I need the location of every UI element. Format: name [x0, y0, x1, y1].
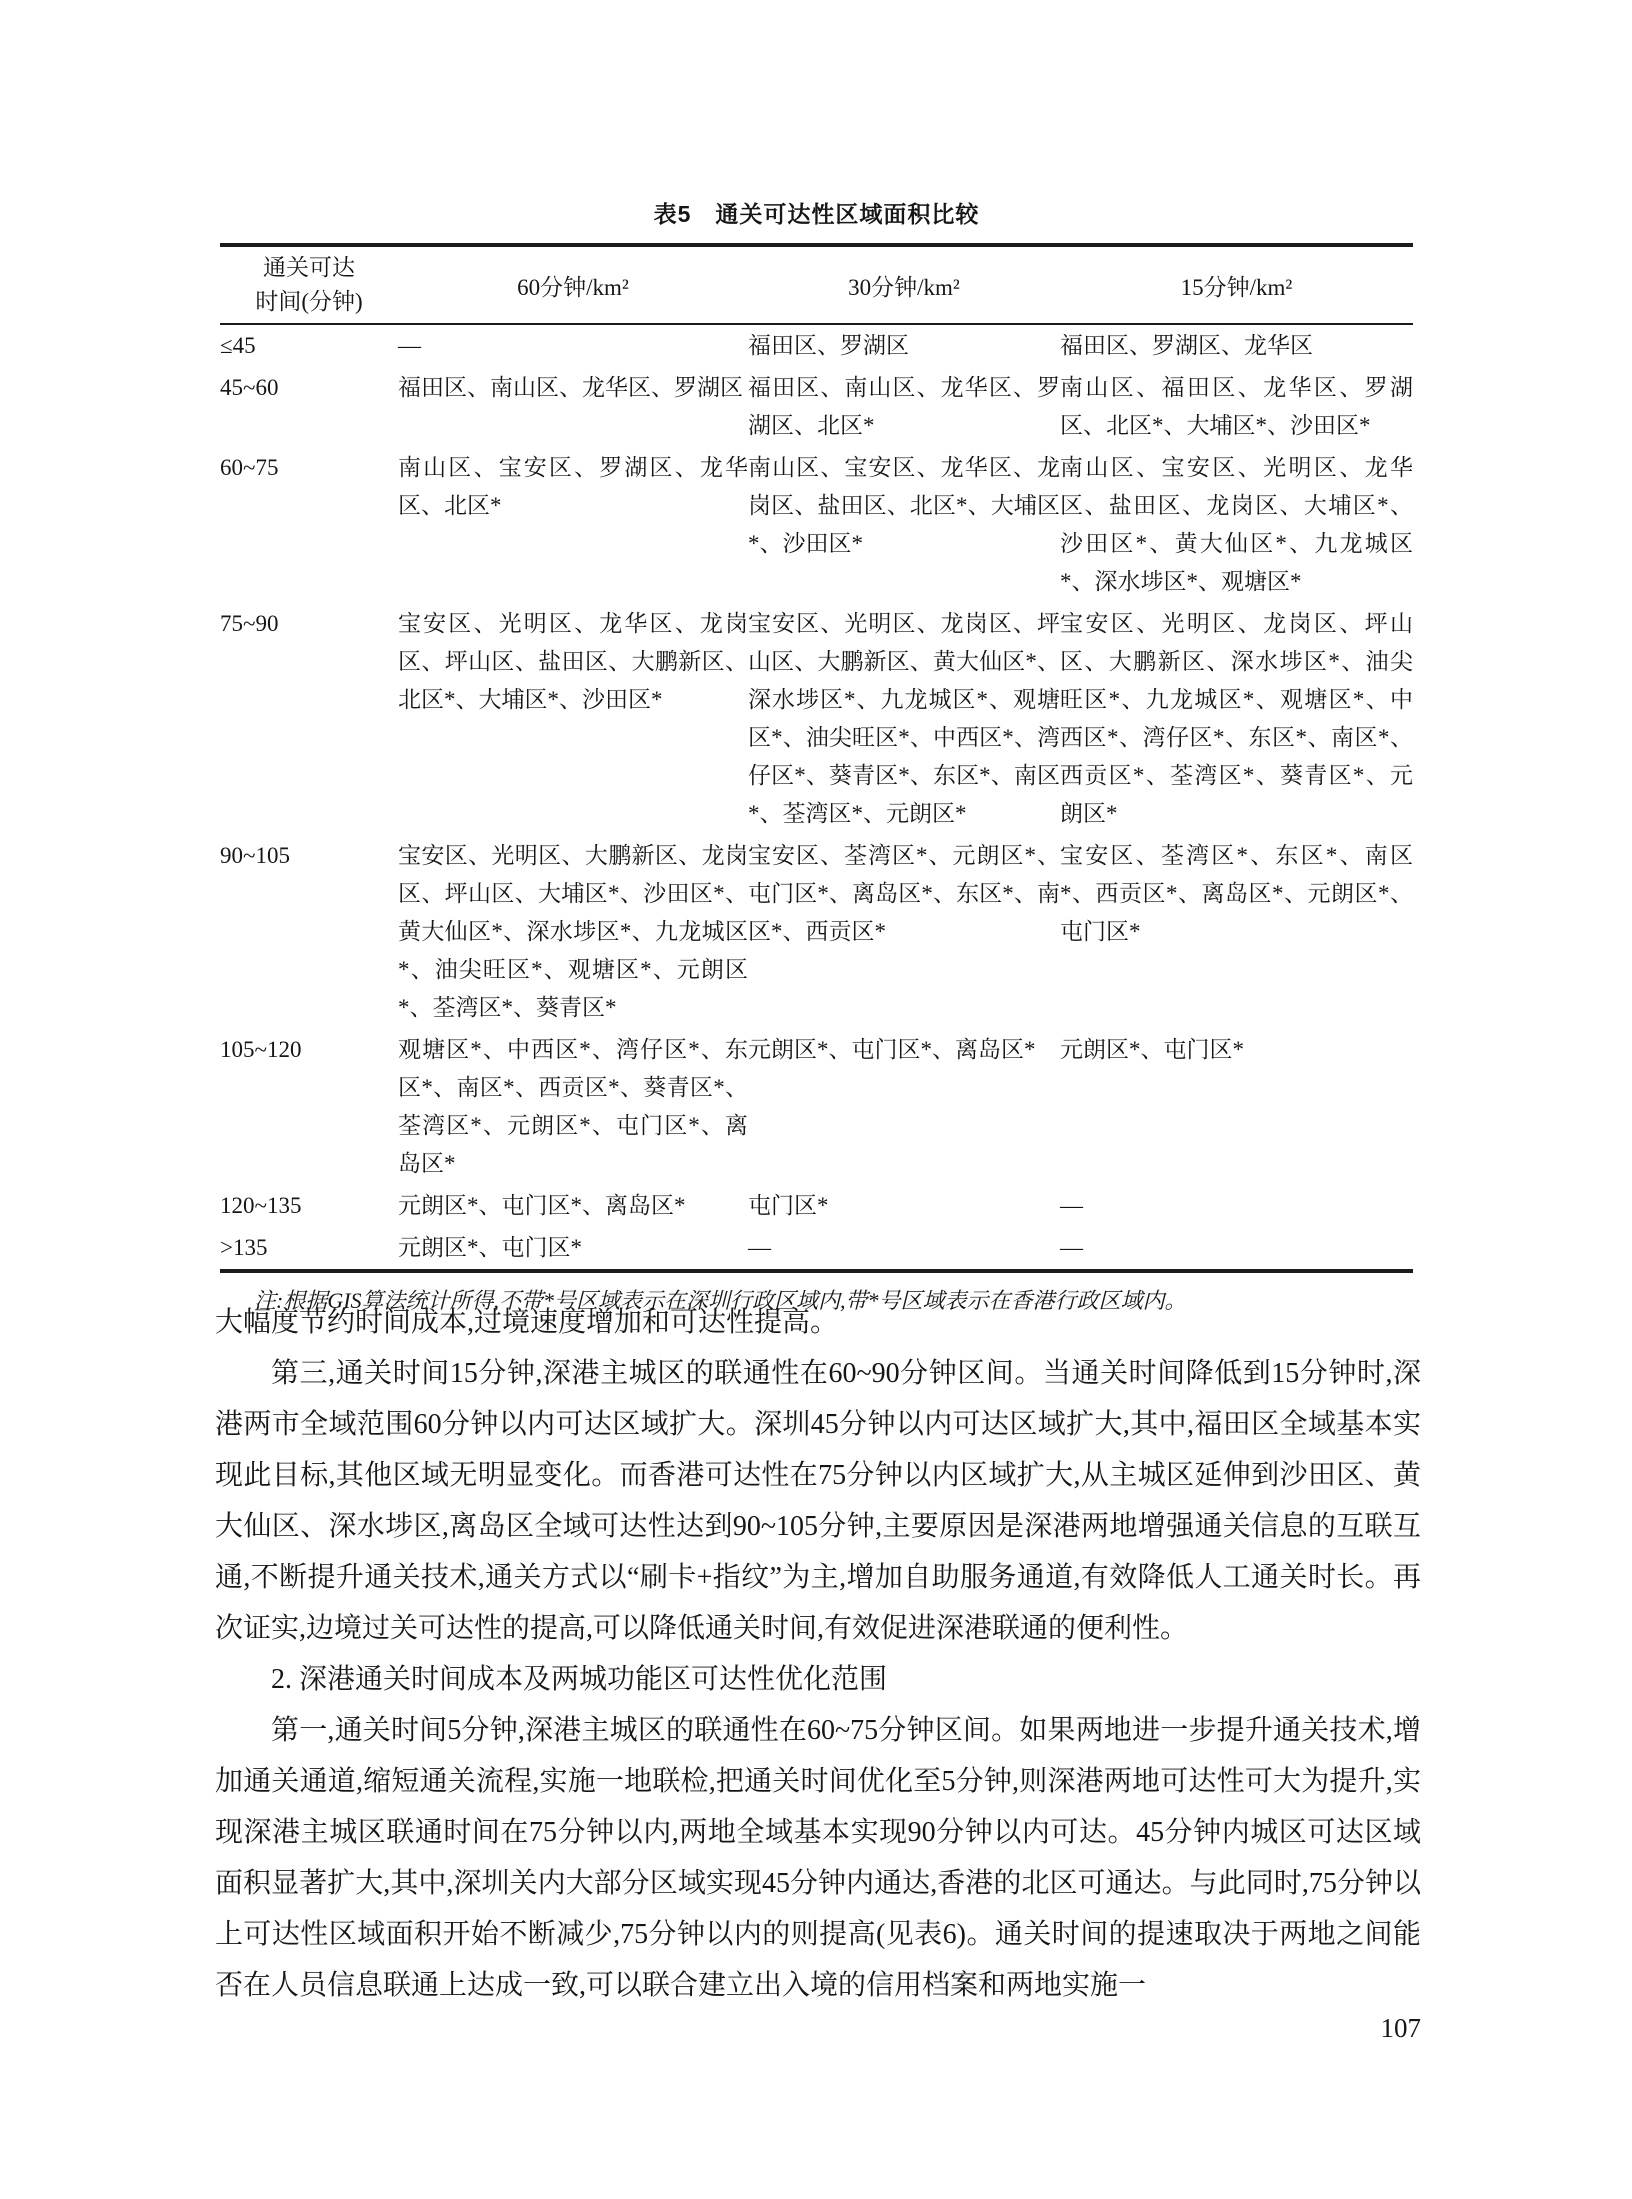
- table-header: [220, 245, 1413, 324]
- table-row: [220, 1227, 1413, 1271]
- cell-15min: 宝安区、荃湾区*、东区*、南区*、西贡区*、离岛区*、元朗区*、屯门区*: [1060, 843, 1413, 944]
- table-body: [220, 324, 1413, 1271]
- table-title: 表5 通关可达性区域面积比较: [653, 201, 980, 227]
- cell-15min: 南山区、福田区、龙华区、罗湖区、北区*、大埔区*、沙田区*: [1060, 375, 1413, 438]
- table-row: [220, 447, 1413, 603]
- accessibility-comparison-table: [220, 243, 1413, 1273]
- cell-60min: 观塘区*、中西区*、湾仔区*、东区*、南区*、西贡区*、葵青区*、荃湾区*、元朗区*、屯门区*、离岛区*: [398, 1037, 748, 1176]
- cell-60min: —: [398, 333, 421, 358]
- cell-30min: 福田区、罗湖区: [748, 333, 909, 358]
- cell-time: ≤45: [220, 333, 256, 358]
- page-number: 107: [1380, 2013, 1421, 2043]
- body-text: [215, 1297, 1421, 2011]
- cell-time: 105~120: [220, 1037, 302, 1062]
- cell-30min: 福田区、南山区、龙华区、罗湖区、北区*: [748, 375, 1060, 438]
- cell-time: 120~135: [220, 1193, 302, 1218]
- cell-15min: 元朗区*、屯门区*: [1060, 1037, 1244, 1062]
- header-60min: 60分钟/km²: [398, 245, 748, 324]
- table-row: [220, 324, 1413, 367]
- cell-15min: 南山区、宝安区、光明区、龙华区、盐田区、龙岗区、大埔区*、沙田区*、黄大仙区*、九龙城区*、深水埗区*、观塘区*: [1060, 455, 1413, 594]
- table-row: [220, 1029, 1413, 1185]
- cell-30min: 屯门区*: [748, 1193, 829, 1218]
- cell-30min: 南山区、宝安区、龙华区、龙岗区、盐田区、北区*、大埔区*、沙田区*: [748, 455, 1060, 556]
- table-row: [220, 367, 1413, 447]
- cell-60min: 元朗区*、屯门区*、离岛区*: [398, 1193, 686, 1218]
- table-block: [220, 196, 1413, 1315]
- cell-15min: 福田区、罗湖区、龙华区: [1060, 333, 1313, 358]
- header-15min: 15分钟/km²: [1060, 245, 1413, 324]
- table-row: [220, 835, 1413, 1029]
- cell-30min: 宝安区、荃湾区*、元朗区*、屯门区*、离岛区*、东区*、南区*、西贡区*: [748, 843, 1060, 944]
- header-time: [220, 245, 398, 324]
- paragraph-continuation: 大幅度节约时间成本,过境速度增加和可达性提高。: [215, 1307, 839, 1338]
- table-note: 注:根据GIS算法统计所得,不带*号区域表示在深圳行政区域内,带*号区域表示在香港行政区域内。: [254, 1288, 1187, 1313]
- cell-15min: 宝安区、光明区、龙岗区、坪山区、大鹏新区、深水埗区*、油尖旺区*、九龙城区*、观塘区*、中西区*、湾仔区*、东区*、南区*、西贡区*、荃湾区*、葵青区*、元朗区*: [1060, 611, 1413, 826]
- cell-time: 75~90: [220, 611, 279, 636]
- cell-60min: 福田区、南山区、龙华区、罗湖区: [398, 375, 743, 400]
- cell-15min: —: [1060, 1235, 1083, 1260]
- header-30min: 30分钟/km²: [748, 245, 1060, 324]
- header-time-line1: 通关可达: [263, 255, 355, 280]
- cell-time: >135: [220, 1235, 268, 1260]
- cell-60min: 宝安区、光明区、龙华区、龙岗区、坪山区、盐田区、大鹏新区、北区*、大埔区*、沙田区*: [398, 611, 748, 712]
- table-row: [220, 1185, 1413, 1227]
- paragraph: 第一,通关时间5分钟,深港主城区的联通性在60~75分钟区间。如果两地进一步提升通关技术,增加通关通道,缩短通关流程,实施一地联检,把通关时间优化至5分钟,则深港两地可达性可大为提升,实现深港主城区联通时间在75分钟以内,两地全域基本实现90分钟以内可达。45分钟内城区可达区域面积显著扩大,其中,深圳关内大部分区域实现45分钟内通达,香港的北区可通达。与此同时,75分钟以上可达性区域面积开始不断减少,75分钟以内的则提高(见表6)。通关时间的提速取决于两地之间能否在人员信息联通上达成一致,可以联合建立出入境的信用档案和两地实施一: [215, 1715, 1421, 2001]
- cell-60min: 宝安区、光明区、大鹏新区、龙岗区、坪山区、大埔区*、沙田区*、黄大仙区*、深水埗区*、九龙城区*、油尖旺区*、观塘区*、元朗区*、荃湾区*、葵青区*: [398, 843, 748, 1020]
- cell-time: 90~105: [220, 843, 290, 868]
- cell-time: 60~75: [220, 455, 279, 480]
- cell-15min: —: [1060, 1193, 1083, 1218]
- paragraph: 第三,通关时间15分钟,深港主城区的联通性在60~90分钟区间。当通关时间降低到15分钟时,深港两市全域范围60分钟以内可达区域扩大。深圳45分钟以内可达区域扩大,其中,福田区全域基本实现此目标,其他区域无明显变化。而香港可达性在75分钟以内区域扩大,从主城区延伸到沙田区、黄大仙区、深水埗区,离岛区全域可达性达到90~105分钟,主要原因是深港两地增强通关信息的互联互通,不断提升通关技术,通关方式以“刷卡+指纹”为主,增加自助服务通道,有效降低人工通关时长。再次证实,边境过关可达性的提高,可以降低通关时间,有效促进深港联通的便利性。: [215, 1358, 1421, 1644]
- table-row: [220, 603, 1413, 835]
- cell-time: 45~60: [220, 375, 279, 400]
- header-time-line2: 时间(分钟): [255, 289, 363, 314]
- cell-30min: 宝安区、光明区、龙岗区、坪山区、大鹏新区、黄大仙区*、深水埗区*、九龙城区*、观塘区*、油尖旺区*、中西区*、湾仔区*、葵青区*、东区*、南区*、荃湾区*、元朗区*: [748, 611, 1060, 826]
- cell-60min: 南山区、宝安区、罗湖区、龙华区、北区*: [398, 455, 748, 518]
- header-row: [220, 245, 1413, 324]
- cell-60min: 元朗区*、屯门区*: [398, 1235, 582, 1260]
- cell-30min: 元朗区*、屯门区*、离岛区*: [748, 1037, 1036, 1062]
- section-heading: 2. 深港通关时间成本及两城功能区可达性优化范围: [271, 1664, 888, 1695]
- cell-30min: —: [748, 1235, 771, 1260]
